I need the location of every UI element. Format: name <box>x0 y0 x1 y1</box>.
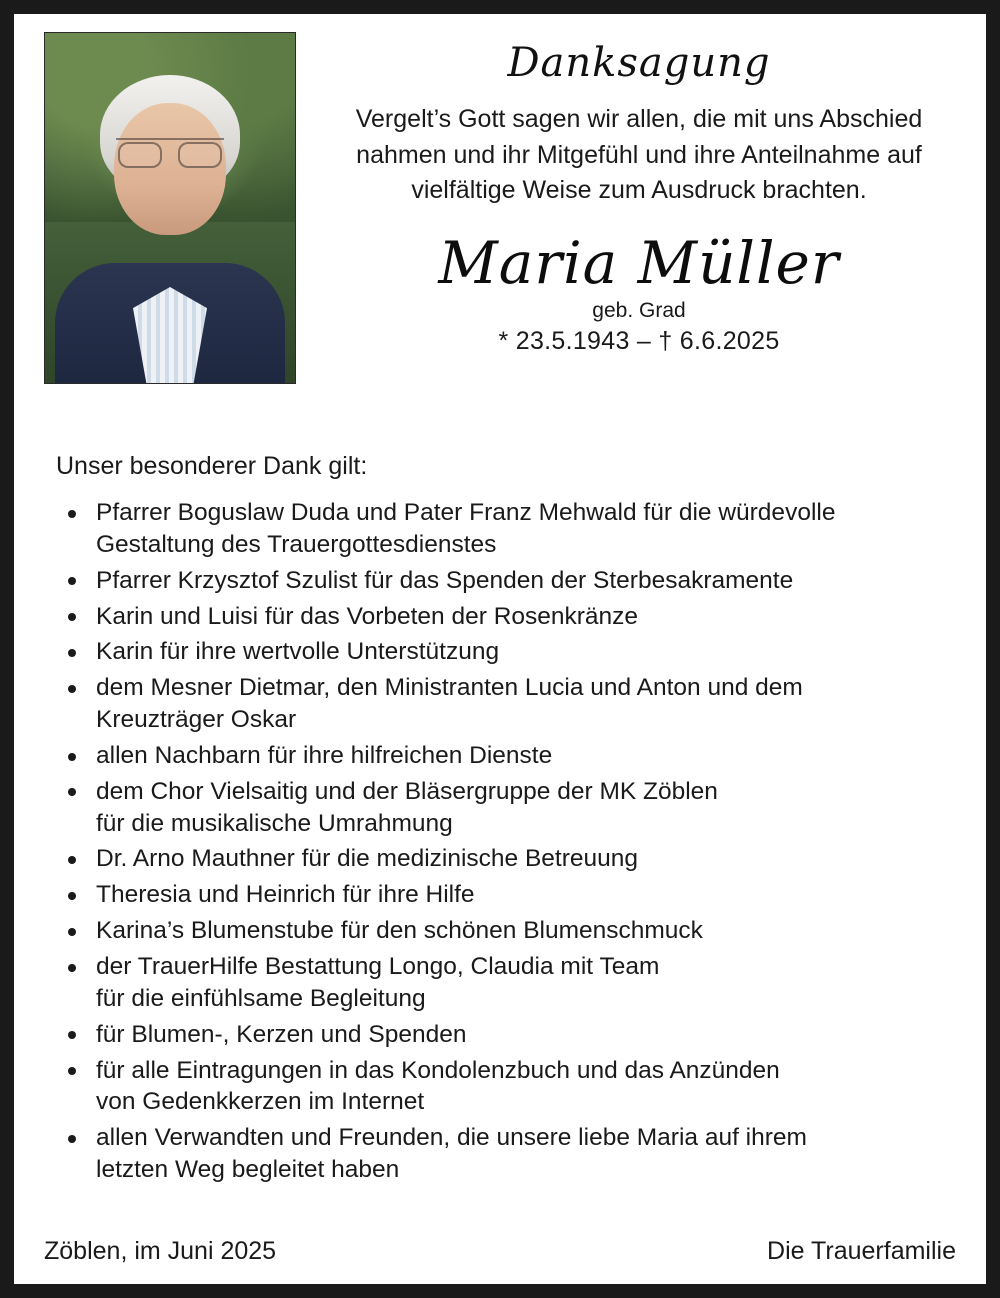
footer <box>44 1237 956 1266</box>
glasses-icon <box>116 138 224 166</box>
list-item-line1: der TrauerHilfe Bestattung Longo, Claudia mit Team <box>96 952 660 980</box>
list-item-line1: Karina’s Blumenstube für den schönen Blumenschmuck <box>96 917 703 945</box>
list-item-line2: für die musikalische Umrahmung <box>96 809 453 837</box>
signature: Die Trauerfamilie <box>767 1237 956 1265</box>
list-item <box>56 636 956 668</box>
thanks-list <box>44 497 956 1186</box>
list-item <box>56 497 956 561</box>
list-item-line1: dem Chor Vielsaitig und der Bläsergruppe der MK Zöblen <box>96 777 718 805</box>
list-item <box>56 879 956 911</box>
portrait-photo <box>44 32 296 384</box>
thanks-lead: Unser besonderer Dank gilt: <box>56 452 368 480</box>
header-block <box>44 32 956 384</box>
list-item <box>56 915 956 947</box>
list-item <box>56 740 956 772</box>
bullet-icon <box>68 788 76 796</box>
bullet-icon <box>68 577 76 585</box>
list-item-line1: Dr. Arno Mauthner für die medizinische Betreuung <box>96 845 639 873</box>
photo-person-face <box>114 103 226 235</box>
bullet-icon <box>68 649 76 657</box>
life-dates: * 23.5.1943 – † 6.6.2025 <box>498 326 780 355</box>
intro-text: Vergelt’s Gott sagen wir allen, die mit uns Abschied nahmen und ihr Mitgefühl und ihre Anteilnahme auf vielfältige Weise zum Ausdruck brachten. <box>355 105 923 204</box>
list-item <box>56 1055 956 1119</box>
page-title: Danksagung <box>507 40 771 86</box>
bullet-icon <box>68 1135 76 1143</box>
list-item-line1: Pfarrer Boguslaw Duda und Pater Franz Mehwald für die würdevolle <box>96 499 836 526</box>
list-item-line1: für Blumen-, Kerzen und Spenden <box>96 1020 467 1048</box>
bullet-icon <box>68 856 76 864</box>
list-item-line1: Pfarrer Krzysztof Szulist für das Spenden der Sterbesakramente <box>96 566 794 594</box>
bullet-icon <box>68 613 76 621</box>
list-item-line1: Karin für ihre wertvolle Unterstützung <box>96 638 500 666</box>
list-item <box>56 1019 956 1051</box>
list-item <box>56 672 956 736</box>
list-item-line2: für die einfühlsame Begleitung <box>96 984 426 1012</box>
card-inner <box>14 14 986 1284</box>
list-item-line2: letzten Weg begleitet haben <box>96 1156 400 1184</box>
list-item <box>56 565 956 597</box>
list-item <box>56 776 956 840</box>
list-item <box>56 601 956 633</box>
list-item-line2: Gestaltung des Trauergottesdienstes <box>96 530 497 558</box>
bullet-icon <box>68 1031 76 1039</box>
list-item <box>56 843 956 875</box>
list-item-line1: für alle Eintragungen in das Kondolenzbuch und das Anzünden <box>96 1056 780 1084</box>
deceased-name: Maria Müller <box>438 228 840 297</box>
list-item-line2: von Gedenkkerzen im Internet <box>96 1088 425 1116</box>
bullet-icon <box>68 964 76 972</box>
list-item-line1: dem Mesner Dietmar, den Ministranten Lucia und Anton und dem <box>96 674 803 702</box>
list-item <box>56 951 956 1015</box>
bullet-icon <box>68 510 76 518</box>
list-item-line1: allen Nachbarn für ihre hilfreichen Dienste <box>96 741 553 769</box>
list-item-line1: allen Verwandten und Freunden, die unsere liebe Maria auf ihrem <box>96 1124 807 1152</box>
list-item-line1: Karin und Luisi für das Vorbeten der Rosenkränze <box>96 602 639 630</box>
bullet-icon <box>68 892 76 900</box>
bullet-icon <box>68 685 76 693</box>
list-item-line2: Kreuzträger Oskar <box>96 706 297 734</box>
bullet-icon <box>68 928 76 936</box>
maiden-name: geb. Grad <box>592 298 686 322</box>
header-text <box>296 32 956 356</box>
list-item <box>56 1122 956 1186</box>
bullet-icon <box>68 753 76 761</box>
list-item-line1: Theresia und Heinrich für ihre Hilfe <box>96 881 475 909</box>
bullet-icon <box>68 1067 76 1075</box>
place-and-date: Zöblen, im Juni 2025 <box>44 1237 277 1265</box>
